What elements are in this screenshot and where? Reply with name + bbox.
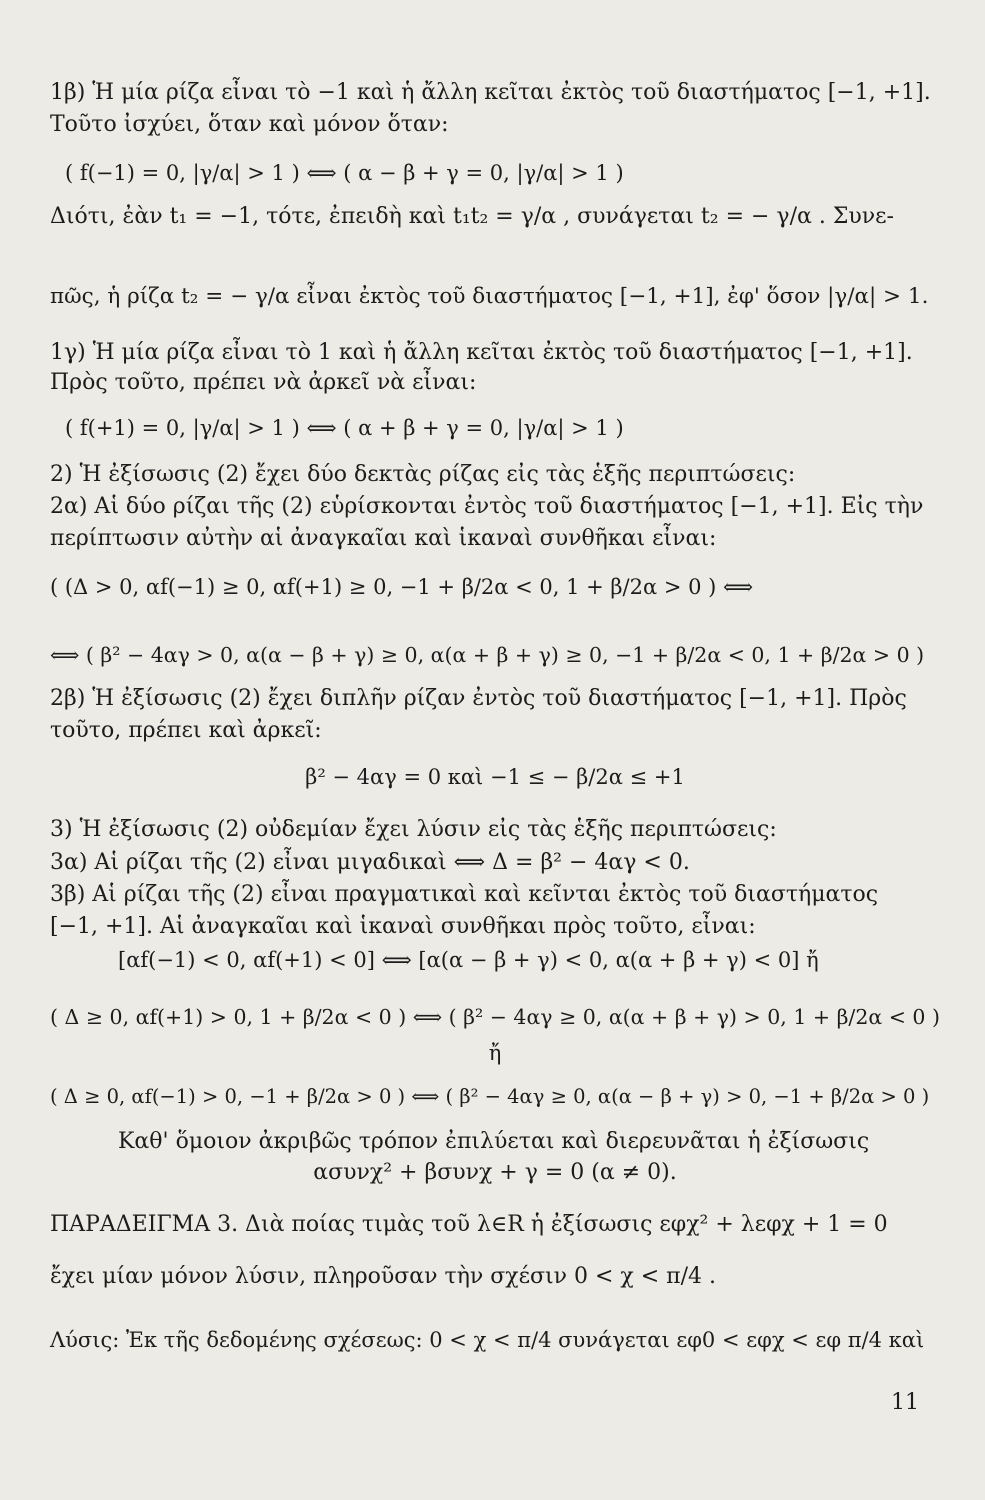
text-line-l22: ( Δ ≥ 0, αf(+1) > 0, 1 + β/2α < 0 ) ⟺ ( β² − 4αγ ≥ 0, α(α + β + γ) > 0, 1 + β/2α < 0 ) xyxy=(50,1005,940,1029)
text-line-l06: 1γ) Ἡ μία ρίζα εἶναι τὸ 1 καὶ ἡ ἄλλη κεῖται ἐκτὸς τοῦ διαστήματος [−1, +1]. xyxy=(50,340,913,365)
text-line-l17: 3) Ἡ ἐξίσωσις (2) οὐδεμίαν ἔχει λύσιν εἰς τὰς ἑξῆς περιπτώσεις: xyxy=(50,817,777,842)
text-line-l16: β² − 4αγ = 0 καὶ −1 ≤ − β/2α ≤ +1 xyxy=(305,765,685,789)
text-line-l19: 3β) Αἱ ρίζαι τῆς (2) εἶναι πραγματικαὶ καὶ κεῖνται ἐκτὸς τοῦ διαστήματος xyxy=(50,882,879,907)
text-line-l14: 2β) Ἡ ἐξίσωσις (2) ἔχει διπλῆν ρίζαν ἐντὸς τοῦ διαστήματος [−1, +1]. Πρὸς xyxy=(50,686,907,711)
page-number: 11 xyxy=(891,1390,919,1415)
text-line-l26: ασυνχ² + βσυνχ + γ = 0 (α ≠ 0). xyxy=(313,1160,677,1185)
text-line-l13: ⟺ ( β² − 4αγ > 0, α(α − β + γ) ≥ 0, α(α + β + γ) ≥ 0, −1 + β/2α < 0, 1 + β/2α > 0 ) xyxy=(50,643,925,667)
text-line-l12: ( (Δ > 0, αf(−1) ≥ 0, αf(+1) ≥ 0, −1 + β/2α < 0, 1 + β/2α > 0 ) ⟺ xyxy=(50,575,754,599)
text-line-l20: [−1, +1]. Αἱ ἀναγκαῖαι καὶ ἱκαναὶ συνθῆκαι πρὸς τοῦτο, εἶναι: xyxy=(50,914,756,939)
text-line-l07: Πρὸς τοῦτο, πρέπει νὰ ἀρκεῖ νὰ εἶναι: xyxy=(50,370,477,395)
text-line-l23: ἤ xyxy=(488,1041,502,1065)
text-line-l03: ( f(−1) = 0, |γ/α| > 1 ) ⟺ ( α − β + γ = 0, |γ/α| > 1 ) xyxy=(65,161,624,185)
text-line-l10: 2α) Αἱ δύο ρίζαι τῆς (2) εὑρίσκονται ἐντὸς τοῦ διαστήματος [−1, +1]. Εἰς τὴν xyxy=(50,494,924,519)
text-line-l04: Διότι, ἐὰν t₁ = −1, τότε, ἐπειδὴ καὶ t₁t₂ = γ/α , συνάγεται t₂ = − γ/α . Συνε- xyxy=(50,204,894,229)
text-line-l01: 1β) Ἡ μία ρίζα εἶναι τὸ −1 καὶ ἡ ἄλλη κεῖται ἐκτὸς τοῦ διαστήματος [−1, +1]. xyxy=(50,80,931,105)
text-line-l05: πῶς, ἡ ρίζα t₂ = − γ/α εἶναι ἐκτὸς τοῦ διαστήματος [−1, +1], ἐφ' ὅσον |γ/α| > 1. xyxy=(50,284,929,309)
text-line-l11: περίπτωσιν αὐτὴν αἱ ἀναγκαῖαι καὶ ἱκαναὶ συνθῆκαι εἶναι: xyxy=(50,526,717,551)
text-line-l09: 2) Ἡ ἐξίσωσις (2) ἔχει δύο δεκτὰς ρίζας εἰς τὰς ἑξῆς περιπτώσεις: xyxy=(50,462,796,487)
text-line-l15: τοῦτο, πρέπει καὶ ἀρκεῖ: xyxy=(50,718,322,743)
text-line-l18: 3α) Αἱ ρίζαι τῆς (2) εἶναι μιγαδικαὶ ⟺ Δ = β² − 4αγ < 0. xyxy=(50,850,690,875)
text-line-l21: [αf(−1) < 0, αf(+1) < 0] ⟺ [α(α − β + γ) < 0, α(α + β + γ) < 0] ἤ xyxy=(118,948,819,972)
text-line-l02: Τοῦτο ἰσχύει, ὅταν καὶ μόνον ὅταν: xyxy=(50,112,449,137)
text-line-l24: ( Δ ≥ 0, αf(−1) > 0, −1 + β/2α > 0 ) ⟺ ( β² − 4αγ ≥ 0, α(α − β + γ) > 0, −1 + β/2α > 0 ) xyxy=(50,1085,930,1108)
text-line-l08: ( f(+1) = 0, |γ/α| > 1 ) ⟺ ( α + β + γ = 0, |γ/α| > 1 ) xyxy=(65,416,624,440)
text-line-l29: Λύσις: Ἐκ τῆς δεδομένης σχέσεως: 0 < χ < π/4 συνάγεται εφ0 < εφχ < εφ π/4 καὶ xyxy=(50,1328,925,1352)
text-line-l27: ΠΑΡΑΔΕΙΓΜΑ 3. Διὰ ποίας τιμὰς τοῦ λ∈R ἡ ἐξίσωσις εφχ² + λεφχ + 1 = 0 xyxy=(50,1212,888,1237)
text-line-l28: ἔχει μίαν μόνον λύσιν, πληροῦσαν τὴν σχέσιν 0 < χ < π/4 . xyxy=(50,1264,717,1289)
text-line-l25: Καθ' ὅμοιον ἀκριβῶς τρόπον ἐπιλύεται καὶ διερευνᾶται ἡ ἐξίσωσις xyxy=(118,1129,870,1154)
